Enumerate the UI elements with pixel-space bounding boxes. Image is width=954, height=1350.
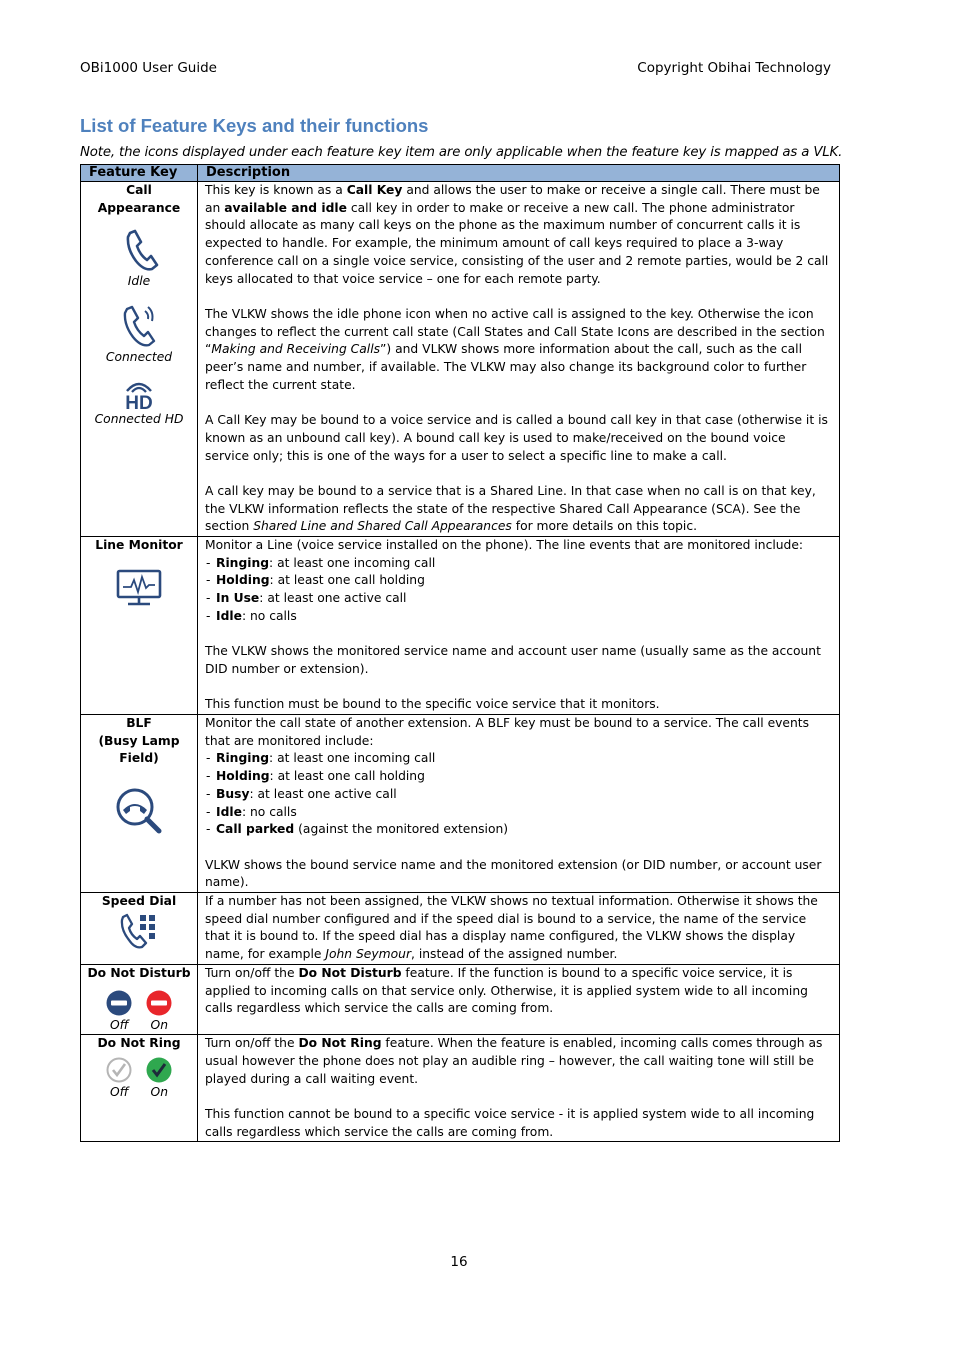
event-text: : at least one call holding [269,769,425,784]
feature-name: BLF [126,716,152,731]
feature-name: Call Appearance [97,183,181,215]
hd-icon-text: HD [125,392,153,411]
list-item [205,608,833,626]
dnr-paragraph [205,1035,833,1088]
description-call-appearance [198,182,840,537]
feature-cell-do-not-disturb [81,964,198,1034]
list-item [205,768,833,786]
description-do-not-ring [198,1035,840,1142]
text-run: The VLKW shows the idle phone icon when no active call is assigned to the key. Otherwise the icon changes to reflect the current call state (Call States and Call State Icons are described in the section “ [205,306,825,357]
line-monitor-icon [115,568,163,608]
text-run: , instead of the assigned number. [411,947,618,962]
dnr-icons [83,1056,195,1084]
feature-name: Line Monitor [95,538,183,553]
dnd-on-icon [145,989,173,1017]
term-do-not-disturb: Do Not Disturb [298,965,402,980]
event-text: : at least one incoming call [269,555,436,570]
feature-cell-do-not-ring [81,1035,198,1142]
table-row-speed-dial [81,893,840,965]
event-text: : at least one active call [259,591,407,606]
dnr-scope-paragraph: This function cannot be bound to a specific voice service - it is applied system wide to all incoming calls regardless which service the calls are coming from. [205,1107,815,1139]
list-item [205,821,833,839]
running-header-copyright: Copyright Obihai Technology [637,60,831,76]
event-term: Busy [216,786,250,801]
section-title: List of Feature Keys and their functions [80,115,429,136]
page-number: 16 [450,1254,468,1270]
table-row-do-not-disturb [81,964,840,1034]
list-item [205,555,833,573]
col-header-feature-key: Feature Key [81,165,198,182]
dnd-icons [83,989,195,1017]
list-item [205,804,833,822]
feature-name-line: Field) [119,751,159,766]
feature-cell-speed-dial [81,893,198,965]
dnr-on-check-icon [145,1056,173,1084]
event-text: : at least one incoming call [269,751,436,766]
blf-magnifier-icon [114,786,164,834]
event-term: Idle [216,804,242,819]
running-header-title: OBi1000 User Guide [80,60,217,76]
description-do-not-disturb [198,964,840,1034]
description-line-monitor [198,537,840,715]
list-item [205,786,833,804]
phone-idle-icon [119,227,159,273]
dnr-captions [83,1084,195,1102]
list-item [205,750,833,768]
list-item [205,572,833,590]
speed-dial-icon [116,912,162,952]
table-row-do-not-ring [81,1035,840,1142]
event-text: : no calls [241,608,297,623]
text-run: feature. When the feature is enabled, incoming calls comes through as usual however the phone does not play an audible ring – however, the call waiting tone will still be played during a call waiting event. [205,1036,823,1086]
text-run: Turn on/off the [205,1036,299,1051]
event-text: : at least one call holding [269,573,425,588]
bound-call-key-paragraph: A Call Key may be bound to a voice service and is called a bound call key in that case (otherwise it is known as an unbound call key). A bound call key is used to make/received on the bound voice service only; this is one of the ways for a user to select a specific line to make a call. [205,413,828,463]
event-text: : no calls [241,804,297,819]
description-blf [198,715,840,893]
blf-events-list [205,750,833,839]
text-run: Turn on/off the [205,965,299,980]
feature-cell-blf [81,715,198,893]
blf-vlkw-paragraph: VLKW shows the bound service name and the monitored extension (or DID number, or account user name). [205,857,822,890]
dnr-off-check-icon [105,1056,133,1084]
text-run: for more details on this topic. [511,519,698,534]
event-term: Holding [216,573,270,588]
list-item [205,590,833,608]
text-run: This key is known as a [205,183,347,197]
term-do-not-ring: Do Not Ring [298,1036,382,1051]
section-reference: Making and Receiving Calls [211,342,381,357]
line-monitor-intro: Monitor a Line (voice service installed on the phone). The line events that are monitored include: [205,538,804,553]
caption-connected-hd: Connected HD [94,411,184,426]
line-monitor-binding-paragraph: This function must be bound to the specific voice service that it monitors. [205,697,660,712]
call-key-paragraph [205,182,833,288]
feature-name: Speed Dial [101,894,177,909]
event-term: Holding [216,769,270,784]
description-speed-dial [198,893,840,965]
caption-on: On [150,1017,169,1032]
table-header-row [81,165,840,182]
caption-connected: Connected [105,350,173,365]
event-text: (against the monitored extension) [294,822,509,837]
table-row-blf [81,715,840,893]
caption-off: Off [109,1084,129,1099]
hd-call-icon [119,377,159,411]
caption-off: Off [109,1017,129,1032]
note-text: Note, the icons displayed under each feature key item are only applicable when the feature key is mapped as a VLK. [80,145,843,160]
feature-keys-table [80,164,840,1142]
dnd-paragraph [205,965,833,1018]
text-run: ”) and VLKW shows more information about the call, such as the call peer’s name and number, if available. The VLKW may also change its background color to further reflect the current state. [205,342,807,392]
caption-idle: Idle [127,274,151,289]
term-call-key: Call Key [346,183,403,197]
feature-cell-call-appearance [81,182,198,537]
event-term: Idle [216,608,242,623]
shared-line-paragraph [205,483,833,536]
event-term: Ringing [216,555,270,570]
feature-name: Do Not Ring [97,1036,181,1051]
text-run: A call key may be bound to a service that is a Shared Line. In that case when no call is on that key, the VLKW information reflects the state of the respective Shared Call Appearance (SCA). See the section [205,483,816,534]
feature-cell-line-monitor [81,537,198,715]
phone-connected-icon [119,303,159,349]
speed-dial-paragraph [205,893,833,964]
line-events-list [205,555,833,626]
table-row-line-monitor [81,537,840,715]
vlkw-paragraph [205,306,833,395]
feature-name: Do Not Disturb [87,965,191,980]
section-reference: Shared Line and Shared Call Appearances [253,519,512,534]
table-row-call-appearance [81,182,840,537]
dnd-off-icon [105,989,133,1017]
col-header-description: Description [198,165,840,182]
caption-on: On [150,1084,169,1099]
text-run: call key in order to make or receive a new call. The phone administrator should allocate as many call keys on the phone as the maximum number of concurrent calls it is expected to handle. For example, the minimum amount of call keys required to place a 3-way conference call on a single voice service, consisting of the user and 2 remote parties, would be 2 call keys allocated to that voice service – one for each remote party. [205,200,829,286]
event-text: : at least one active call [249,786,397,801]
line-monitor-vlkw-paragraph: The VLKW shows the monitored service name and account user name (usually same as the account DID number or extension). [205,644,821,676]
dnd-captions [83,1017,195,1035]
event-term: Call parked [216,822,295,837]
blf-intro: Monitor the call state of another extension. A BLF key must be bound to a service. The call events that are monitored include: [205,716,810,748]
text-run: feature. If the function is bound to a specific voice service, it is applied to incoming calls on that service only. Otherwise, it is applied system wide to all incoming calls regardless which service the calls are coming from. [205,965,808,1016]
term-available-idle: available and idle [224,200,347,215]
text-run: and allows the user to make or receive a single call. There must be an [205,183,820,215]
example-name: John Seymour [325,947,412,962]
event-term: Ringing [216,751,270,766]
text-run: If a number has not been assigned, the VLKW shows no textual information. Otherwise it shows the speed dial number configured and if the speed dial is bound to a service, the name of the service that it is bound to. If the speed dial has a display name configured, the VLKW shows the display name, for example [205,894,818,962]
event-term: In Use [216,591,260,606]
feature-name-line: (Busy Lamp [98,733,180,748]
